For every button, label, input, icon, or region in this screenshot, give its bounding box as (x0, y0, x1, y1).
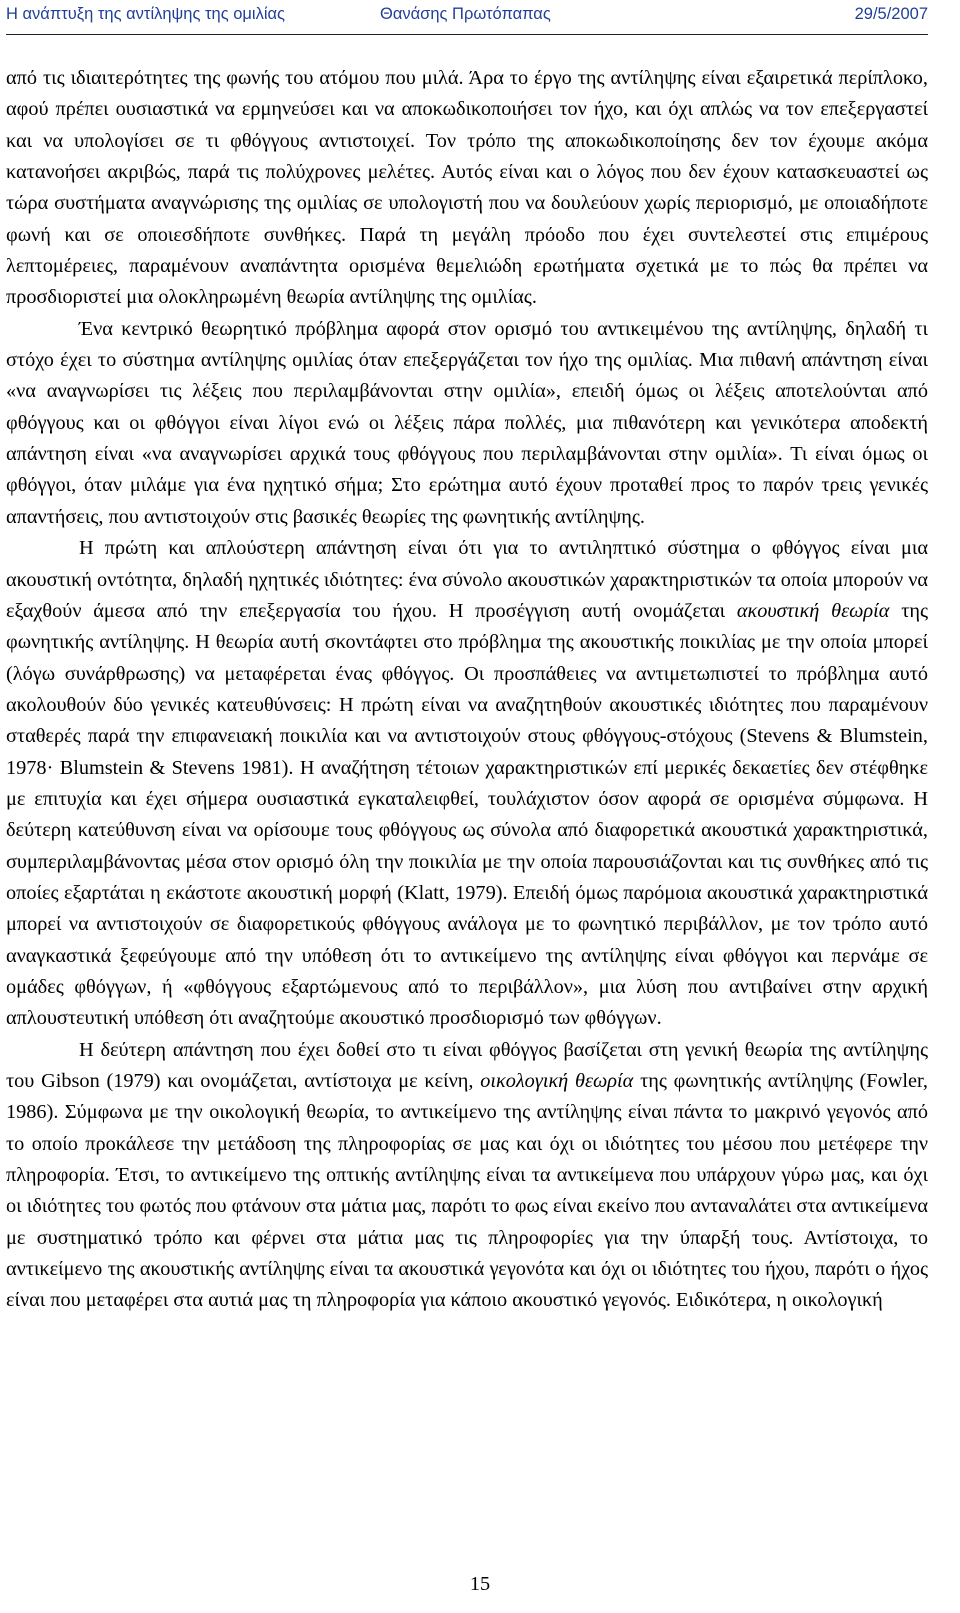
header-date: 29/5/2007 (854, 5, 928, 23)
text-segment: Ένα κεντρικό θεωρητικό πρόβλημα αφορά στον ορισμό του αντικειμένου της αντίληψης, δηλαδή τι στόχο έχει το σύστημα αντίληψης ομιλίας όταν επεξεργάζεται τον ήχο της ομιλίας. Μια πιθανή απάντηση είναι «να αναγνωρίσει τις λέξεις που περιλαμβάνονται στην ομιλία», επειδή όμως οι λέξεις αποτελούνται από φθόγγους και οι φθόγγοι είναι λίγοι ενώ οι λέξεις πάρα πολλές, μια πιθανότερη και γενικότερα αποδεκτή απάντηση είναι «να αναγνωρίσει αρχικά τους φθόγγους που περιλαμβάνονται στην ομιλία». Τι είναι όμως οι φθόγγοι, όταν μιλάμε για ένα ηχητικό σήμα; Στο ερώτημα αυτό έχουν προταθεί προς το παρόν τρεις γενικές απαντήσεις, που αντιστοιχούν στις βασικές θεωρίες της φωνητικής αντίληψης. (6, 317, 928, 528)
running-header (6, 5, 928, 29)
header-rule (6, 34, 928, 35)
header-author: Θανάσης Πρωτόπαπας (380, 5, 551, 23)
text-segment: Η δεύτερη απάντηση που έχει δοθεί στο τι είναι φθόγγος βασίζεται στη γενική θεωρία της αντίληψης του Gibson (1979) και ονομάζεται, αντίστοιχα με κείνη, (6, 1038, 928, 1092)
text-segment: από τις ιδιαιτερότητες της φωνής του ατόμου που μιλά. Άρα το έργο της αντίληψης είναι εξαιρετικά περίπλοκο, αφού πρέπει ουσιαστικά να ερμηνεύσει και να αποκωδικοποιήσει τον ήχο, και όχι απλώς να τον επεξεργαστεί και να υπολογίσει σε τι φθόγγους αντιστοιχεί. Τον τρόπο της αποκωδικοποίησης δεν τον έχουμε ακόμα κατανοήσει ακριβώς, παρά τις πολύχρονες μελέτες. Αυτός είναι και ο λόγος που δεν έχουν κατασκευαστεί ως τώρα συστήματα αναγνώρισης της ομιλίας σε υπολογιστή που να δουλεύουν χωρίς περιορισμό, με οποιαδήποτε φωνή και σε οποιεσδήποτε συνθήκες. Παρά τη μεγάλη πρόοδο που έχει συντελεστεί στις επιμέρους λεπτομέρειες, παραμένουν αναπάντητα ορισμένα θεμελιώδη ερωτήματα σχετικά με το πώς θα πρέπει να προσδιοριστεί μια ολοκληρωμένη θεωρία αντίληψης της ομιλίας. (6, 67, 928, 309)
paragraph-p1 (6, 63, 928, 314)
page-number: 15 (469, 1573, 491, 1595)
paragraph-p3 (6, 533, 928, 1035)
text-segment: Η πρώτη και απλούστερη απάντηση είναι ότι για το αντιληπτικό σύστημα ο φθόγγος είναι μια ακουστική οντότητα, δηλαδή ηχητικές ιδιότητες: ένα σύνολο ακουστικών χαρακτηριστικών τα οποία μπορούν να εξαχθούν άμεσα από την επεξεργασία του ήχου. Η προσέγγιση αυτή ονομάζεται (6, 537, 928, 622)
italic-term: ακουστική θεωρία (736, 599, 890, 622)
paragraph-p2 (6, 314, 928, 533)
body-text (6, 63, 928, 1317)
header-title: Η ανάπτυξη της αντίληψης της ομιλίας (6, 5, 285, 23)
italic-term: οικολογική θεωρία (480, 1070, 634, 1092)
text-segment: της φωνητικής αντίληψης. Η θεωρία αυτή σκοντάφτει στο πρόβλημα της ακουστικής ποικιλίας με την οποία μπορεί (λόγω συνάρθρωσης) να μεταφέρεται ένας φθόγγος. Οι προσπάθειες να αντιμετωπιστεί το πρόβλημα αυτό ακολουθούν δύο γενικές κατευθύνσεις: Η πρώτη είναι να αναζητηθούν ακουστικές ιδιότητες που παραμένουν σταθερές παρά την επιφανειακή ποικιλία και να αντιστοιχούν στους φθόγγους-στόχους (Stevens & Blumstein, 1978· Blumstein & Stevens 1981). Η αναζήτηση τέτοιων χαρακτηριστικών επί μερικές δεκαετίες δεν στέφθηκε με επιτυχία και έχει σήμερα ουσιαστικά εγκαταλειφθεί, τουλάχιστον όσον αφορά σε ορισμένα σύμφωνα. Η δεύτερη κατεύθυνση είναι να ορίσουμε τους φθόγγους ως σύνολα από διαφορετικά ακουστικά χαρακτηριστικά, συμπεριλαμβάνοντας μέσα στον ορισμό όλη την ποικιλία με την οποία παρουσιάζονται και τις συνθήκες από τις οποίες εξαρτάται η εκάστοτε ακουστική μορφή (Klatt, 1979). Επειδή όμως παρόμοια ακουστικά χαρακτηριστικά μπορεί να αντιστοιχούν σε διαφορετικούς φθόγγους ανάλογα με το φωνητικό περιβάλλον, με τον τρόπο αυτό αναγκαστικά ξεφεύγουμε από την υπόθεση ότι το αντικείμενο της αντίληψης είναι φθόγγοι και περνάμε σε ομάδες φθόγγων, ή «φθόγγους εξαρτώμενους από το περιβάλλον», μια λύση που αντιβαίνει στην αρχική απλουστευτική υπόθεση ότι αναζητούμε ακουστικό προσδιορισμό των φθόγγων. (6, 599, 928, 1030)
paragraph-p4 (6, 1035, 928, 1317)
text-segment: της φωνητικής αντίληψης (Fowler, 1986). Σύμφωνα με την οικολογική θεωρία, το αντικείμενο της αντίληψης είναι πάντα το μακρινό γεγονός από το οποίο προκάλεσε την μετάδοση της πληροφορίας σε μας και όχι οι ιδιότητες του μέσου που μετέφερε την πληροφορία. Έτσι, το αντικείμενο της οπτικής αντίληψης είναι τα αντικείμενα που υπάρχουν γύρω μας, και όχι οι ιδιότητες του φωτός που φτάνουν στα μάτια μας, παρότι το φως είναι εκείνο που ανταναλάτει στα αντικείμενα με συστηματικό τρόπο και φέρνει στα μάτια μας τις πληροφορίες για την ύπαρξή τους. Αντίστοιχα, το αντικείμενο της ακουστικής αντίληψης είναι τα ακουστικά γεγονότα και όχι οι ιδιότητες του ήχου, παρότι ο ήχος είναι που μεταφέρει στα αυτιά μας τη πληροφορία για κάποιο ακουστικό γεγονός. Ειδικότερα, η οικολογική (6, 1070, 929, 1312)
